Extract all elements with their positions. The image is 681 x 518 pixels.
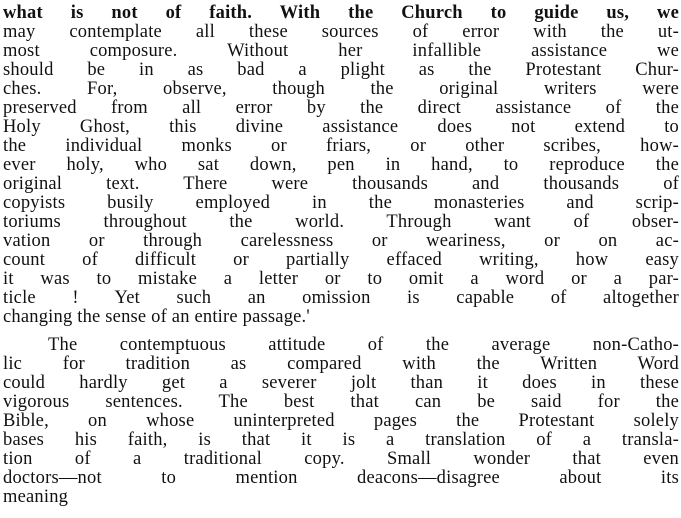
text-line: may contemplate all these sources of error with the ut- — [3, 22, 679, 42]
text-line: could hardly get a severer jolt than it does in these — [3, 373, 679, 393]
text-line: ticle ! Yet such an omission is capable of altogether — [3, 288, 679, 308]
text-line: most composure. Without her infallible assistance we — [3, 41, 679, 61]
text-line: ever holy, who sat down, pen in hand, to reproduce the — [3, 155, 679, 175]
text-line: Holy Ghost, this divine assistance does not extend to — [3, 117, 679, 137]
text-line: toriums throughout the world. Through want of obser- — [3, 212, 679, 232]
text-line: vigorous sentences. The best that can be said for the — [3, 392, 679, 412]
text-line: doctors—not to mention deacons—disagree about its — [3, 468, 679, 488]
text-line: meaning — [3, 487, 69, 507]
text-line: copyists busily employed in the monasteries and scrip- — [3, 193, 679, 213]
text-line: preserved from all error by the direct assistance of the — [3, 98, 679, 118]
text-line: Bible, on whose uninterpreted pages the Protestant solely — [3, 411, 679, 431]
text-line: count of difficult or partially effaced writing, how easy — [3, 250, 679, 270]
text-line: The contemptuous attitude of the average non-Catho- — [48, 335, 679, 355]
text-line: bases his faith, is that it is a translation of a transla- — [3, 430, 679, 450]
text-line: the individual monks or friars, or other scribes, how- — [3, 136, 679, 156]
text-line: ches. For, observe, though the original writers were — [3, 79, 679, 99]
text-line: lic for tradition as compared with the Written Word — [3, 354, 679, 374]
text-line: tion of a traditional copy. Small wonder that even — [3, 449, 679, 469]
text-line: changing the sense of an entire passage.' — [3, 307, 310, 327]
text-line: original text. There were thousands and thousands of — [3, 174, 679, 194]
text-line: vation or through carelessness or weariness, or on ac- — [3, 231, 679, 251]
text-line: should be in as bad a plight as the Protestant Chur- — [3, 60, 679, 80]
text-line: what is not of faith. With the Church to guide us, we — [3, 3, 679, 23]
text-line: it was to mistake a letter or to omit a word or a par- — [3, 269, 679, 289]
